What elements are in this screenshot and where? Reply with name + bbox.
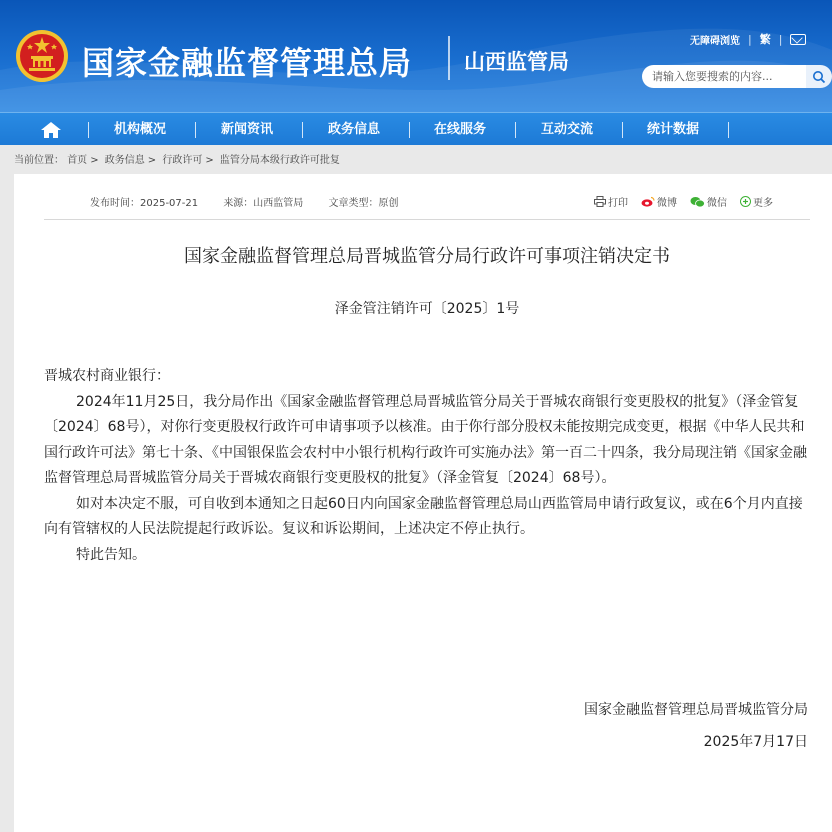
nav-separator — [409, 122, 410, 138]
document-number: 泽金管注销许可〔2025〕1号 — [334, 301, 520, 317]
article-source: 来源：山西监管局 — [223, 198, 304, 209]
article-type: 文章类型：原创 — [328, 198, 399, 209]
document-body — [44, 364, 814, 568]
share-bar — [594, 194, 773, 209]
print-button[interactable] — [594, 194, 628, 209]
weibo-share-button[interactable] — [641, 194, 677, 209]
meta-divider — [44, 219, 810, 220]
sub-title[interactable]: 山西监管局 — [464, 50, 569, 74]
link-separator: | — [748, 32, 752, 46]
accessibility-link[interactable]: 无障碍浏览 — [690, 35, 740, 47]
search-button[interactable] — [806, 65, 832, 88]
weixin-label: 微信 — [707, 198, 727, 209]
home-icon[interactable] — [40, 121, 62, 139]
nav-separator — [88, 122, 89, 138]
breadcrumb — [14, 151, 340, 166]
nav-item-interaction[interactable]: 互动交流 — [541, 122, 594, 137]
nav-separator — [195, 122, 196, 138]
signature-date: 2025年7月17日 — [703, 734, 808, 750]
paragraph: 2024年11月25日，我分局作出《国家金融监督管理总局晋城监管分局关于晋城农商银行变更股权的批复》（泽金管复〔2024〕68号），对你行变更股权行政许可申请事项予以核准。由于你行部分股权未能按期完成变更，根据《中华人民共和国行政许可法》第七十条、《中国银保监会农村中小银行机构行政许可实施办法》第一百二十四条，我分局现注销《国家金融监督管理总局晋城监管分局关于晋城农商银行变更股权的批复》（泽金管复〔2024〕68号）。 — [44, 393, 807, 486]
nav-item-online-service[interactable]: 在线服务 — [434, 122, 487, 137]
link-separator: | — [778, 32, 783, 46]
more-label: 更多 — [753, 198, 773, 209]
article-meta — [90, 194, 421, 209]
site-title[interactable]: 国家金融监督管理总局 — [82, 44, 413, 82]
paragraph: 如对本决定不服，可自收到本通知之日起60日内向国家金融监督管理总局山西监管局申请行政复议，或在6个月内直接向有管辖权的人民法院提起行政诉讼。复议和诉讼期间，上述决定不停止执行。 — [44, 495, 803, 537]
wechat-icon — [690, 196, 705, 208]
breadcrumb-home[interactable]: 首页 — [67, 155, 88, 166]
more-share-button[interactable] — [740, 194, 773, 209]
addressee: 晋城农村商业银行： — [44, 368, 170, 384]
plus-circle-icon — [740, 196, 751, 207]
document-title: 国家金融监督管理总局晋城监管分局行政许可事项注销决定书 — [184, 246, 670, 267]
nav-separator — [622, 122, 623, 138]
search-input[interactable] — [642, 65, 806, 88]
breadcrumb-government-info[interactable]: 政务信息 — [104, 155, 145, 166]
nav-item-government-info[interactable]: 政务信息 — [328, 122, 381, 137]
weibo-icon — [641, 196, 655, 207]
title-divider — [448, 36, 450, 80]
search-icon — [812, 70, 826, 84]
nav-separator — [728, 122, 729, 138]
breadcrumb-separator: > — [147, 155, 157, 166]
breadcrumb-separator: > — [90, 155, 99, 166]
publish-time: 发布时间：2025-07-21 — [90, 198, 199, 209]
site-header — [0, 0, 832, 112]
nav-item-about[interactable]: 机构概况 — [114, 122, 167, 137]
print-label: 打印 — [608, 198, 628, 209]
breadcrumb-admin-license[interactable]: 行政许可 — [162, 155, 203, 166]
nav-separator — [302, 122, 303, 138]
printer-icon — [594, 196, 606, 207]
paragraph: 特此告知。 — [76, 546, 146, 563]
main-nav — [0, 112, 832, 145]
weibo-label: 微博 — [657, 198, 677, 209]
breadcrumb-label: 当前位置： — [14, 155, 64, 166]
nav-item-news[interactable]: 新闻资讯 — [221, 122, 274, 137]
breadcrumb-separator: > — [205, 155, 214, 166]
breadcrumb-current[interactable]: 监管分局本级行政许可批复 — [219, 155, 340, 166]
signature-organization: 国家金融监督管理总局晋城监管分局 — [584, 702, 808, 718]
nav-separator — [515, 122, 516, 138]
top-links — [690, 31, 806, 47]
mail-icon[interactable] — [790, 34, 806, 45]
nav-item-statistics[interactable]: 统计数据 — [647, 122, 700, 137]
national-emblem-icon — [14, 28, 70, 86]
signature-block — [584, 694, 808, 758]
traditional-chinese-link[interactable]: 繁 — [759, 33, 771, 46]
weixin-share-button[interactable] — [690, 194, 727, 209]
